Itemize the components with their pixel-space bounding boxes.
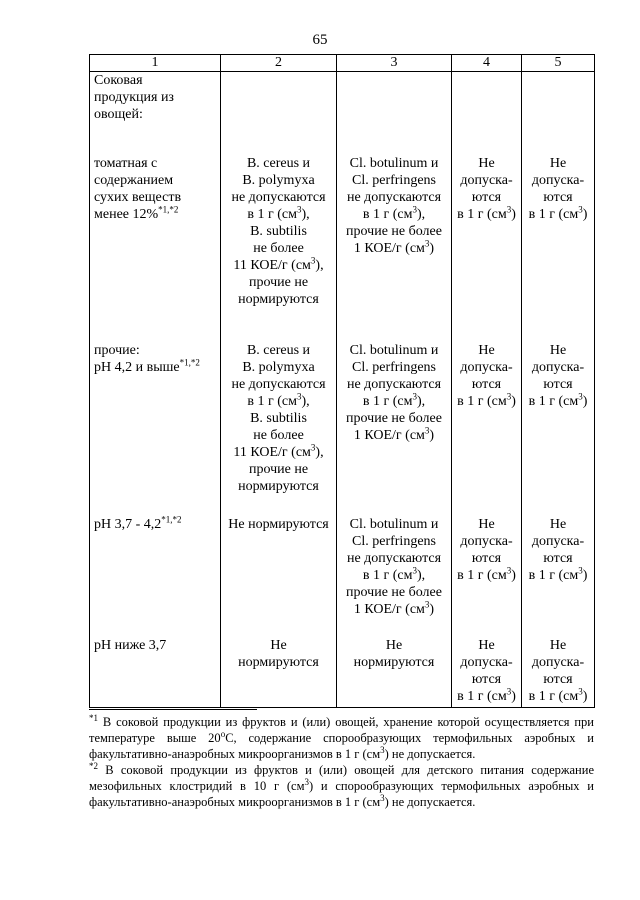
bacillus-cell: Не нормируются: [221, 514, 337, 637]
col4-cell: Не допуска- ются в 1 г $(см^3)$: [452, 514, 522, 637]
table-row: [90, 514, 595, 637]
col5-cell: Не допуска- ются в 1 г $(см^3)$: [522, 140, 595, 327]
clostridium-cell: Cl. botulinum и Cl. perfringens не допускаются в 1 г $(см^3)$, прочие не более 1 КОЕ/г $(см^3)$: [337, 514, 452, 637]
footnote-2: $^{*2}$ В соковой продукции из фруктов и (или) овощей для детского питания содержание мезофильных клостридий в 10 г $(см^3)$ и спорообразующих термофильных аэробных и факультативно-анаэробных микроорганизмов в 1 г $(см^3)$ не допускается.: [89, 760, 594, 809]
table-row: [90, 327, 595, 514]
col5-cell: Не допуска- ются в 1 г $(см^3)$: [522, 637, 595, 708]
page-number: 65: [312, 32, 328, 48]
clostridium-cell: Не нормируются: [337, 637, 452, 708]
table-row: [90, 72, 595, 141]
column-header: 4: [452, 55, 522, 72]
col5-cell: Не допуска- ются в 1 г $(см^3)$: [522, 327, 595, 514]
bacillus-cell: Не нормируются: [221, 637, 337, 708]
bacillus-cell: B. cereus и B. polymyxa не допускаются в 1 г $(см^3)$, B. subtilis не более 11 КОЕ/г $(см^3)$, прочие не нормируются: [221, 140, 337, 327]
product-name-cell: pH $3,7 - 4,2^{*1,*2}$: [90, 514, 221, 637]
col4-cell: Не допуска- ются в 1 г $(см^3)$: [452, 327, 522, 514]
column-header: 2: [221, 55, 337, 72]
product-name-cell: томатная с содержанием сухих веществ менее 12%$^{*1,*2}$: [90, 140, 221, 327]
table-row: [90, 637, 595, 708]
column-header: 1: [90, 55, 221, 72]
col5-cell: Не допуска- ются в 1 г $(см^3)$: [522, 514, 595, 637]
column-header: 5: [522, 55, 595, 72]
col4-cell: Не допуска- ются в 1 г $(см^3)$: [452, 637, 522, 708]
footnotes: [89, 714, 594, 810]
clostridium-cell: Cl. botulinum и Cl. perfringens не допускаются в 1 г $(см^3)$, прочие не более 1 КОЕ/г $(см^3)$: [337, 327, 452, 514]
microbiology-table: [89, 54, 595, 708]
clostridium-cell: Cl. botulinum и Cl. perfringens не допускаются в 1 г $(см^3)$, прочие не более 1 КОЕ/г $(см^3)$: [337, 140, 452, 327]
bacillus-cell: B. cereus и B. polymyxa не допускаются в 1 г $(см^3)$, B. subtilis не более 11 КОЕ/г $(см^3)$, прочие не нормируются: [221, 327, 337, 514]
col4-cell: Не допуска- ются в 1 г $(см^3)$: [452, 140, 522, 327]
table-row: [90, 140, 595, 327]
product-name-cell: pH ниже 3,7: [90, 637, 221, 708]
table-header-row: [90, 55, 595, 72]
footnote-divider: [89, 709, 257, 710]
group-title-cell: Соковая продукция из овощей:: [90, 72, 221, 141]
product-name-cell: прочие: pH 4,2 и выше$^{*1,*2}$: [90, 327, 221, 514]
footnote-1: $^{*1}$ В соковой продукции из фруктов и (или) овощей, хранение которой осуществляется при температуре выше 20$^o$С, содержание спорообразующих термофильных аэробных и факультативно-анаэробных микроорганизмов в 1 г $(см^3)$ не допускается.: [89, 712, 594, 761]
column-header: 3: [337, 55, 452, 72]
